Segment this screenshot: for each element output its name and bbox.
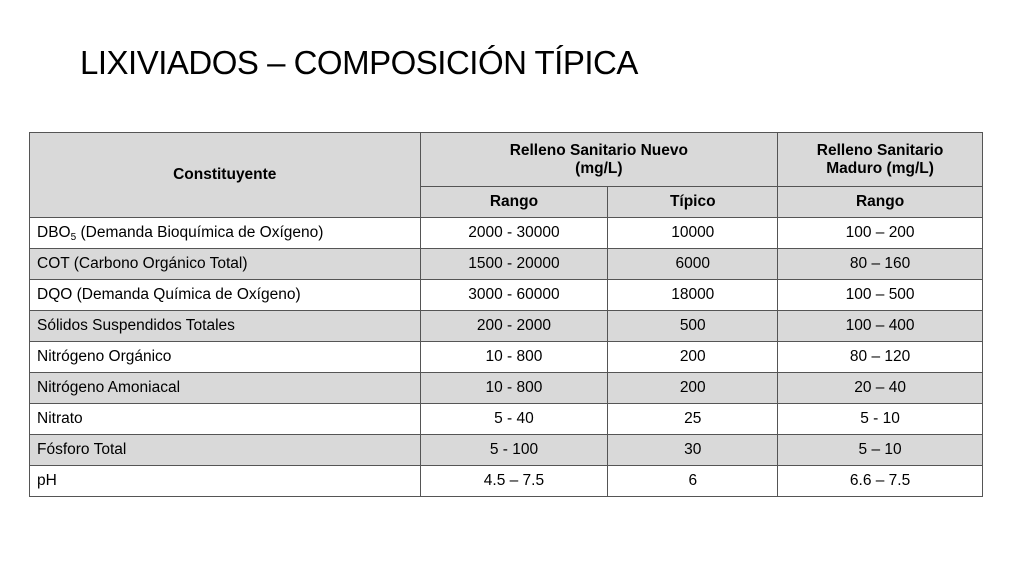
row-constituent (30, 218, 421, 249)
row-constituent: Nitrógeno Amoniacal (30, 373, 421, 404)
table-row (30, 373, 983, 404)
row-range: 10 - 800 (420, 342, 608, 373)
header-typical: Típico (608, 187, 778, 218)
row-typical: 6 (608, 466, 778, 497)
composition-table (29, 132, 983, 497)
row-constituent: Fósforo Total (30, 435, 421, 466)
row-typical: 6000 (608, 249, 778, 280)
row-mature-range: 80 – 120 (778, 342, 983, 373)
table-row (30, 466, 983, 497)
row-range: 4.5 – 7.5 (420, 466, 608, 497)
header-new-fill-line1: Relleno Sanitario Nuevo (509, 141, 688, 159)
constituent-name-rest: (Demanda Bioquímica de Oxígeno) (76, 223, 324, 241)
row-constituent: Nitrógeno Orgánico (30, 342, 421, 373)
table-row (30, 311, 983, 342)
row-typical: 25 (608, 404, 778, 435)
table-row (30, 249, 983, 280)
row-typical: 18000 (608, 280, 778, 311)
slide-title: LIXIVIADOS – COMPOSICIÓN TÍPICA (80, 44, 638, 81)
row-mature-range: 100 – 500 (778, 280, 983, 311)
row-typical: 30 (608, 435, 778, 466)
row-constituent: Nitrato (30, 404, 421, 435)
row-typical: 200 (608, 373, 778, 404)
table-header-row (30, 133, 983, 187)
header-new-fill (420, 133, 778, 187)
header-new-fill-line2: (mg/L) (575, 159, 623, 177)
table-row (30, 435, 983, 466)
row-mature-range: 20 – 40 (778, 373, 983, 404)
row-constituent: Sólidos Suspendidos Totales (30, 311, 421, 342)
header-range: Rango (420, 187, 608, 218)
row-range: 3000 - 60000 (420, 280, 608, 311)
row-range: 10 - 800 (420, 373, 608, 404)
table-row (30, 404, 983, 435)
row-range: 5 - 40 (420, 404, 608, 435)
row-mature-range: 100 – 200 (778, 218, 983, 249)
row-range: 200 - 2000 (420, 311, 608, 342)
constituent-subscript: 5 (70, 231, 77, 243)
row-range: 2000 - 30000 (420, 218, 608, 249)
row-typical: 200 (608, 342, 778, 373)
header-mature-fill (778, 133, 983, 187)
row-constituent: pH (30, 466, 421, 497)
row-constituent: DQO (Demanda Química de Oxígeno) (30, 280, 421, 311)
row-mature-range: 100 – 400 (778, 311, 983, 342)
row-typical: 500 (608, 311, 778, 342)
table-row (30, 280, 983, 311)
header-mature-range: Rango (778, 187, 983, 218)
constituent-name: DBO (37, 223, 71, 241)
row-mature-range: 5 - 10 (778, 404, 983, 435)
table-row (30, 218, 983, 249)
table-row (30, 342, 983, 373)
row-mature-range: 80 – 160 (778, 249, 983, 280)
row-constituent: COT (Carbono Orgánico Total) (30, 249, 421, 280)
header-constituent: Constituyente (30, 133, 421, 218)
row-mature-range: 6.6 – 7.5 (778, 466, 983, 497)
row-range: 5 - 100 (420, 435, 608, 466)
row-mature-range: 5 – 10 (778, 435, 983, 466)
row-range: 1500 - 20000 (420, 249, 608, 280)
row-typical: 10000 (608, 218, 778, 249)
header-mature-fill-line1: Relleno Sanitario (816, 141, 944, 159)
header-mature-fill-line2: Maduro (mg/L) (826, 159, 934, 177)
